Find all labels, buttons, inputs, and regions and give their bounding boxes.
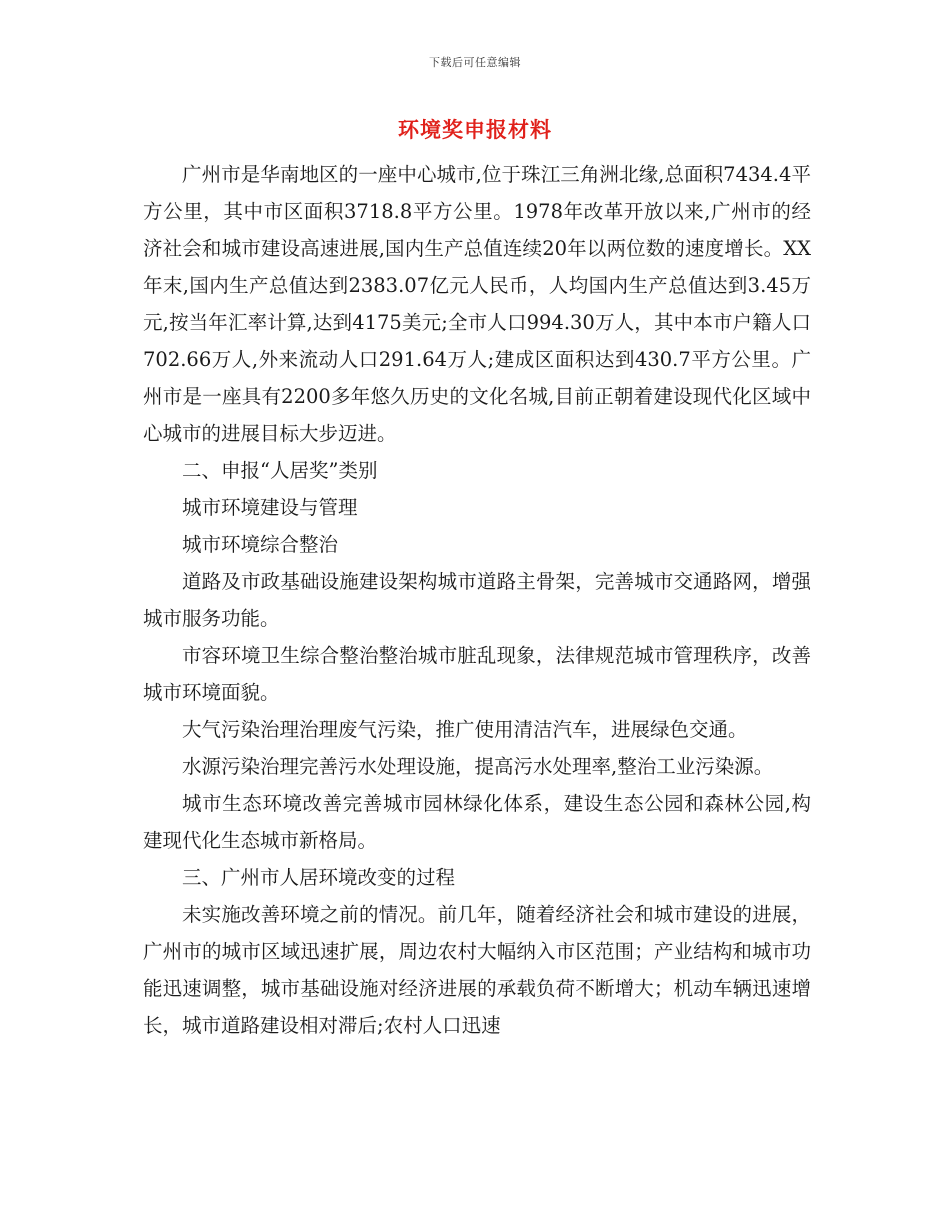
- paragraph-sanitation: 市容环境卫生综合整治整治城市脏乱现象，法律规范城市管理秩序，改善城市环境面貌。: [143, 644, 811, 704]
- paragraph-category-2: 城市环境综合整治: [182, 533, 339, 556]
- paragraph-before: 未实施改善环境之前的情况。前几年，随着经济社会和城市建设的进展，广州市的城市区域迅速扩展，周边农村大幅纳入市区范围；产业结构和城市功能迅速调整，城市基础设施对经济进展的承载负荷不断增大；机动车辆迅速增长，城市道路建设相对滞后;农村人口迅速: [143, 903, 811, 1037]
- paragraph-intro: 广州市是华南地区的一座中心城市,位于珠江三角洲北缘,总面积7434.4平方公里，其中市区面积3718.8平方公里。1978年改革开放以来,广州市的经济社会和城市建设高速进展,国内生产总值连续20年以两位数的速度增长。XX年末,国内生产总值达到2383.07亿元人民币，人均国内生产总值达到3.45万元,按当年汇率计算,达到4175美元;全市人口994.30万人，其中本市户籍人口702.66万人,外来流动人口291.64万人;建成区面积达到430.7平方公里。广州市是一座具有2200多年悠久历史的文化名城,目前正朝着建设现代化区域中心城市的进展目标大步迈进。: [143, 163, 811, 445]
- document-title: 环境奖申报材料: [398, 117, 552, 142]
- section-heading-category: 二、申报“人居奖”类别: [182, 459, 378, 482]
- paragraph-ecology: 城市生态环境改善完善城市园林绿化体系，建设生态公园和森林公园,构建现代化生态城市新格局。: [143, 792, 811, 852]
- paragraph-air: 大气污染治理治理废气污染，推广使用清洁汽车，进展绿色交通。: [182, 718, 748, 741]
- page-header-note: 下载后可任意编辑: [429, 56, 521, 69]
- document-body: [143, 156, 811, 1044]
- paragraph-water: 水源污染治理完善污水处理设施，提高污水处理率,整治工业污染源。: [182, 755, 774, 778]
- paragraph-category-1: 城市环境建设与管理: [182, 496, 358, 519]
- section-heading-process: 三、广州市人居环境改变的过程: [182, 866, 456, 889]
- paragraph-roads: 道路及市政基础设施建设架构城市道路主骨架，完善城市交通路网，增强城市服务功能。: [143, 570, 811, 630]
